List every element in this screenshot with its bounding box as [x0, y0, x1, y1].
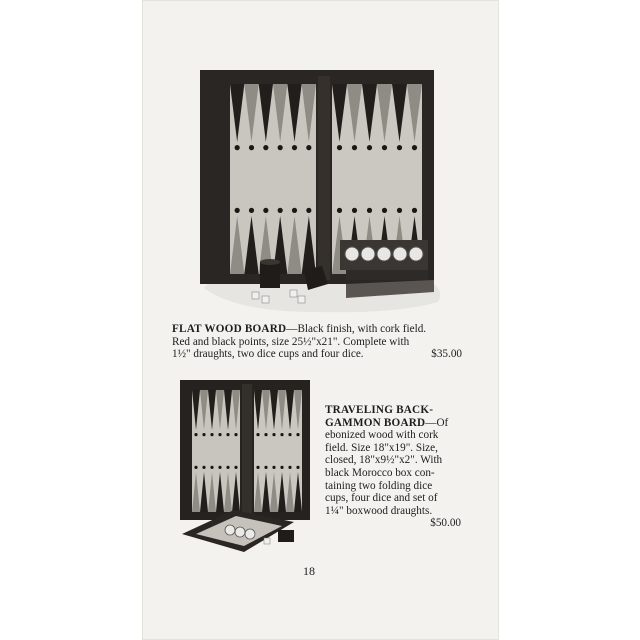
item-text-line: taining two folding dice — [325, 479, 433, 492]
point-dot — [397, 208, 402, 213]
point-dot — [256, 433, 259, 436]
point-dot — [263, 208, 268, 213]
flat-wood-board-caption — [172, 323, 462, 361]
point-dot — [352, 208, 357, 213]
traveling-backgammon-caption — [325, 404, 461, 530]
point-dot — [218, 466, 221, 469]
point-dot — [352, 145, 357, 150]
point-dot — [256, 466, 259, 469]
point-dot — [234, 466, 237, 469]
point-dot — [306, 145, 311, 150]
point-dot — [292, 145, 297, 150]
point-dot — [249, 145, 254, 150]
item-text-line: field. Size 18"x19". Size, — [325, 441, 438, 454]
point-dot — [235, 145, 240, 150]
item-price: $50.00 — [430, 517, 461, 530]
point-dot — [412, 145, 417, 150]
item-text-line: Red and black points, size 25½"x21". Complete with — [172, 335, 410, 348]
point-dot — [412, 208, 417, 213]
point-dot — [280, 433, 283, 436]
point-dot — [226, 433, 229, 436]
point-dot — [218, 433, 221, 436]
point-dot — [264, 466, 267, 469]
point-dot — [278, 208, 283, 213]
point-dot — [264, 433, 267, 436]
item-text-line: 1¼" boxwood draughts. — [325, 504, 433, 517]
point-dot — [210, 433, 213, 436]
flat-wood-board-photo — [196, 66, 456, 316]
point-dot — [272, 433, 275, 436]
traveling-backgammon-board-photo — [174, 378, 320, 564]
point-dot — [226, 466, 229, 469]
point-dot — [235, 208, 240, 213]
point-dot — [263, 145, 268, 150]
point-dot — [296, 433, 299, 436]
item-heading: TRAVELING BACK- — [325, 404, 434, 416]
point-dot — [397, 145, 402, 150]
point-dot — [296, 466, 299, 469]
item-heading: GAMMON BOARD — [325, 416, 426, 429]
item-text-line: ebonized wood with cork — [325, 429, 439, 442]
point-dot — [367, 208, 372, 213]
item-text-line: 1½" draughts, two dice cups and four dice. — [172, 348, 364, 361]
point-dot — [194, 466, 197, 469]
point-dot — [337, 208, 342, 213]
point-dot — [382, 145, 387, 150]
point-dot — [292, 208, 297, 213]
point-dot — [288, 433, 291, 436]
point-dot — [234, 433, 237, 436]
point-dot — [202, 433, 205, 436]
point-dot — [337, 145, 342, 150]
point-dot — [367, 145, 372, 150]
point-dot — [272, 466, 275, 469]
point-dot — [202, 466, 205, 469]
point-dot — [278, 145, 283, 150]
item-heading: FLAT WOOD BOARD — [172, 323, 287, 335]
point-dot — [288, 466, 291, 469]
item-text-line: cups, four dice and set of — [325, 492, 438, 505]
item-price: $35.00 — [431, 348, 462, 361]
item-text-line: —Black finish, with cork field. — [286, 323, 427, 335]
point-dot — [194, 433, 197, 436]
point-dot — [280, 466, 283, 469]
page-number: 18 — [303, 564, 315, 578]
point-dot — [249, 208, 254, 213]
item-text-line: black Morocco box con- — [325, 466, 435, 479]
item-text-line: —Of — [425, 416, 449, 429]
point-dot — [382, 208, 387, 213]
point-dot — [306, 208, 311, 213]
item-text-line: closed, 18"x9½"x2". With — [325, 454, 443, 467]
point-dot — [210, 466, 213, 469]
